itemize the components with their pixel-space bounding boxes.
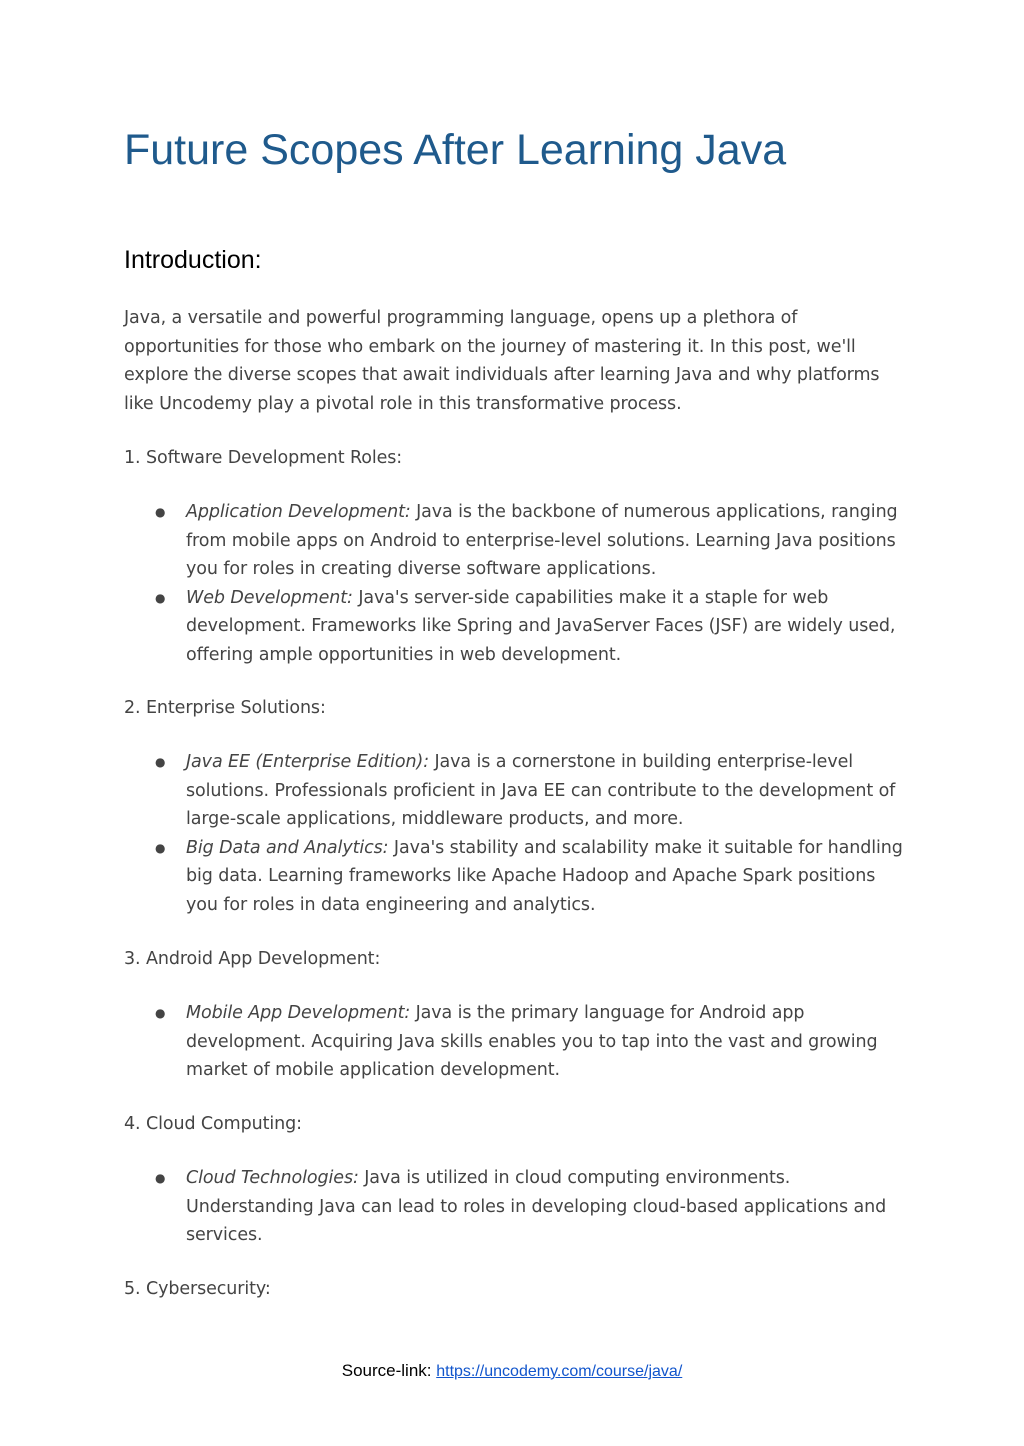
document-title: Future Scopes After Learning Java bbox=[124, 126, 787, 174]
bullet-text: Java is utilized in cloud computing environments. Understanding Java can lead to roles in developing cloud-based applications and services. bbox=[186, 1168, 887, 1245]
bullet-text: Java is the backbone of numerous applications, ranging from mobile apps on Android to enterprise-level solutions. Learning Java positions you for roles in creating diverse software applications. bbox=[186, 502, 898, 579]
list-item bbox=[124, 584, 904, 670]
bullet-term: Java EE (Enterprise Edition): bbox=[186, 752, 429, 772]
list-item bbox=[124, 498, 904, 584]
section-heading-software-development: 1. Software Development Roles: bbox=[124, 448, 403, 468]
bullet-icon: ● bbox=[155, 840, 166, 855]
bullet-text: Java's stability and scalability make it suitable for handling big data. Learning frameworks like Apache Hadoop and Apache Spark positions you for roles in data engineering and analytics. bbox=[186, 837, 903, 915]
list-item bbox=[124, 999, 904, 1085]
bullet-icon: ● bbox=[155, 1171, 166, 1185]
section-heading-cybersecurity: 5. Cybersecurity: bbox=[124, 1279, 271, 1299]
section-heading-enterprise-solutions: 2. Enterprise Solutions: bbox=[124, 698, 326, 718]
bullet-term: Application Development: bbox=[186, 502, 411, 522]
bullet-icon: ● bbox=[155, 1006, 166, 1020]
source-label: Source-link: bbox=[341, 1361, 437, 1380]
bullet-text: Java is the primary language for Android app development. Acquiring Java skills enables you to tap into the vast and growing market of mobile application development. bbox=[186, 1003, 878, 1080]
bullet-list-enterprise-solutions bbox=[124, 748, 904, 919]
bullet-term: Mobile App Development: bbox=[186, 1003, 411, 1023]
list-item bbox=[124, 748, 904, 834]
bullet-list-cloud-computing bbox=[124, 1164, 904, 1250]
source-footer bbox=[0, 1360, 1024, 1383]
list-item bbox=[124, 834, 904, 920]
intro-heading: Introduction: bbox=[124, 246, 262, 274]
bullet-text: Java's server-side capabilities make it a staple for web development. Frameworks like Spring and JavaServer Faces (JSF) are widely used, offering ample opportunities in web development. bbox=[186, 587, 896, 665]
bullet-term: Cloud Technologies: bbox=[186, 1168, 359, 1188]
bullet-term: Big Data and Analytics: bbox=[186, 837, 389, 858]
bullet-list-android-app-development bbox=[124, 999, 904, 1085]
bullet-icon: ● bbox=[155, 505, 166, 519]
intro-paragraph: Java, a versatile and powerful programming language, opens up a plethora of opportunities for those who embark on the journey of mastering it. In this post, we'll explore the diverse scopes that await individuals after learning Java and why platforms like Uncodemy play a pivotal role in this transformative process. bbox=[124, 308, 880, 414]
bullet-icon: ● bbox=[155, 590, 166, 605]
bullet-text: Java is a cornerstone in building enterprise-level solutions. Professionals proficient in Java EE can contribute to the development of large-scale applications, middleware products, and more. bbox=[186, 752, 896, 829]
bullet-icon: ● bbox=[155, 755, 166, 769]
section-heading-android-app-development: 3. Android App Development: bbox=[124, 949, 381, 969]
source-link[interactable]: https://uncodemy.com/course/java/ bbox=[436, 1363, 683, 1380]
bullet-list-software-development bbox=[124, 498, 904, 669]
section-heading-cloud-computing: 4. Cloud Computing: bbox=[124, 1114, 302, 1134]
bullet-term: Web Development: bbox=[186, 587, 353, 608]
list-item bbox=[124, 1164, 904, 1250]
